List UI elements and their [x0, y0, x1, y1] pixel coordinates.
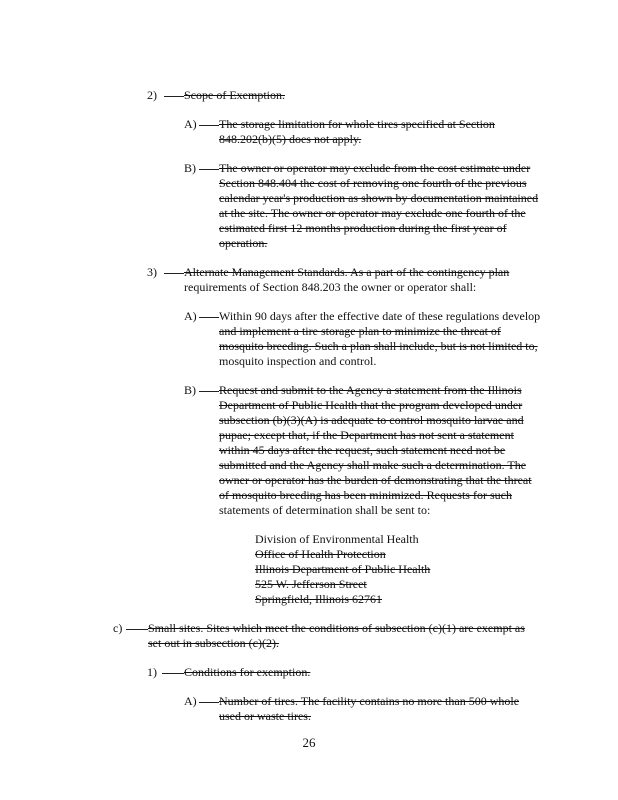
item-3a-line-1: Within 90 days after the effective date of these regulations develop: [219, 309, 541, 323]
item-2a-label: A): [184, 117, 197, 131]
item-2b-line-6: operation.: [219, 236, 268, 250]
item-2-title: Scope of Exemption.: [184, 88, 285, 102]
strike-rule: [126, 629, 148, 630]
item-3a-line-3: mosquito breeding. Such a plan shall include, but is not limited to,: [219, 339, 538, 353]
item-2b-label: B): [184, 161, 196, 175]
item-c1-title: Conditions for exemption.: [184, 665, 311, 679]
strike-rule: [199, 391, 219, 392]
item-3b-line-8: of mosquito breeding has been minimized. Requests for such: [219, 488, 512, 502]
strike-rule: [164, 96, 184, 97]
item-3a-line-2: and implement a tire storage plan to minimize the threat of: [219, 324, 501, 338]
item-c-line-2: set out in subsection (c)(2).: [148, 636, 279, 650]
item-2b-line-1: The owner or operator may exclude from the cost estimate under: [219, 161, 531, 175]
address-line-2: Office of Health Protection: [255, 547, 386, 561]
strike-rule: [199, 169, 219, 170]
strike-rule: [199, 317, 219, 318]
address-line-4: 525 W. Jefferson Street: [255, 577, 367, 591]
item-2b-line-4: at the site. The owner or operator may exclude one fourth of the: [219, 206, 526, 220]
item-3b-label: B): [184, 383, 196, 397]
item-3b-line-6: submitted and the Agency shall make such a determination. The: [219, 458, 527, 472]
item-3b-line-3: subsection (b)(3)(A) is adequate to control mosquito larvae and: [219, 413, 524, 427]
strike-rule: [162, 673, 184, 674]
item-c1a-line-1: Number of tires. The facility contains no more than 500 whole: [219, 694, 520, 708]
item-2b-line-3: calendar year's production as shown by documentation maintained: [219, 191, 539, 205]
address-line-1: Division of Environmental Health: [255, 532, 419, 546]
strike-rule: [199, 125, 219, 126]
item-c1-label: 1): [147, 665, 157, 679]
item-3-label: 3): [147, 265, 157, 279]
item-2b-line-5: estimated first 12 months production during the first year of: [219, 221, 507, 235]
item-3b-line-5: within 45 days after the request, such statement need not be: [219, 443, 506, 457]
item-3b-line-1: Request and submit to the Agency a statement from the Illinois: [219, 383, 522, 397]
item-3-line-2: requirements of Section 848.203 the owner or operator shall:: [184, 280, 477, 294]
page-number: 26: [302, 735, 316, 750]
item-2b-line-2: Section 848.404 the cost of removing one fourth of the previous: [219, 176, 527, 190]
item-2a-line-1: The storage limitation for whole tires specified at Section: [219, 117, 495, 131]
address-line-3: Illinois Department of Public Health: [255, 562, 431, 576]
item-3b-line-7: owner or operator has the burden of demonstrating that the threat: [219, 473, 532, 487]
item-c1a-line-2: used or waste tires.: [219, 709, 311, 723]
address-line-5: Springfield, Illinois 62761: [255, 592, 382, 606]
item-3b-line-2: Department of Public Health that the program developed under: [219, 398, 523, 412]
item-c-line-1: Small sites. Sites which meet the conditions of subsection (c)(1) are exempt as: [148, 621, 525, 635]
item-3a-line-4: mosquito inspection and control.: [219, 354, 377, 368]
item-c1a-label: A): [184, 694, 197, 708]
item-3b-line-4: pupae; except that, if the Department has not sent a statement: [219, 428, 514, 442]
item-3-line-1: Alternate Management Standards. As a part of the contingency plan: [184, 265, 510, 279]
item-2-label: 2): [147, 88, 157, 102]
item-c-label: c): [113, 621, 123, 635]
item-3b-line-9: statements of determination shall be sent to:: [219, 503, 431, 517]
strike-rule: [199, 702, 219, 703]
item-3a-label: A): [184, 309, 197, 323]
strike-rule: [164, 273, 184, 274]
item-2a-line-2: 848.202(b)(5) does not apply.: [219, 132, 362, 146]
